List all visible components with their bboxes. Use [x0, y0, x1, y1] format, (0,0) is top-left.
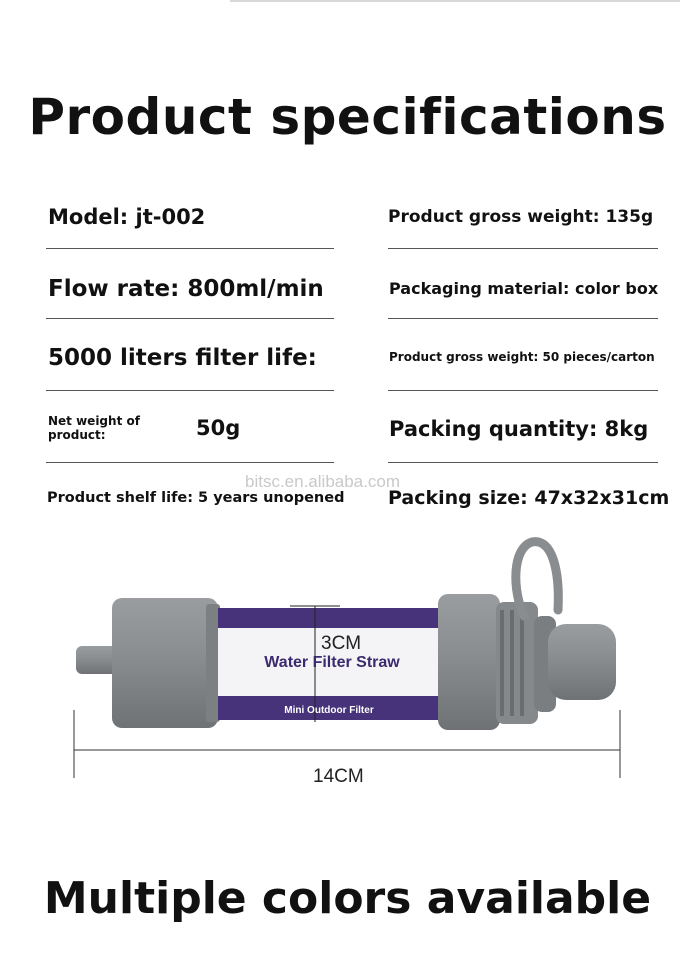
- thread-ring: [510, 610, 514, 716]
- spec-packing-size: Packing size: 47x32x31cm: [388, 487, 670, 509]
- spec-packaging-material: Packaging material: color box: [389, 279, 659, 298]
- right-cap: [438, 594, 500, 730]
- left-nozzle: [76, 646, 118, 674]
- spec-gross-weight-carton: Product gross weight: 50 pieces/carton: [389, 350, 655, 364]
- divider: [388, 390, 658, 391]
- divider: [388, 248, 658, 249]
- divider: [46, 318, 334, 319]
- lanyard-loop: [516, 542, 558, 616]
- label-title: Water Filter Straw: [264, 654, 400, 671]
- thread-ring: [500, 610, 504, 716]
- net-weight-label-line1: Net weight of: [48, 414, 140, 428]
- spec-gross-weight: Product gross weight: 135g: [388, 207, 654, 227]
- divider: [388, 318, 658, 319]
- spec-model: Model: jt-002: [48, 205, 206, 229]
- mouthpiece: [548, 624, 616, 700]
- spec-net-weight-label: [48, 414, 140, 442]
- divider: [46, 390, 334, 391]
- label-band-top: [218, 608, 440, 628]
- spec-packing-quantity: Packing quantity: 8kg: [389, 417, 649, 441]
- left-cap-rim: [206, 604, 220, 722]
- length-label: 14CM: [313, 766, 364, 787]
- net-weight-label-line2: product:: [48, 428, 106, 442]
- spec-filter-life: 5000 liters filter life:: [48, 345, 317, 371]
- left-cap: [112, 598, 218, 728]
- diameter-label: 3CM: [321, 633, 362, 654]
- watermark: bitsc.en.alibaba.com: [245, 472, 400, 491]
- divider: [388, 462, 658, 463]
- water-filter-straw-illustration: [0, 530, 695, 790]
- spec-net-weight-value: 50g: [196, 416, 241, 440]
- top-divider: [230, 0, 680, 2]
- spec-flow-rate: Flow rate: 800ml/min: [48, 276, 324, 302]
- divider: [46, 462, 334, 463]
- thread-ring: [520, 610, 524, 716]
- footer-headline: Multiple colors available: [43, 873, 652, 924]
- divider: [46, 248, 334, 249]
- page-title: Product specifications: [28, 88, 667, 146]
- spec-shelf-life: Product shelf life: 5 years unopened: [47, 490, 345, 506]
- label-subtitle: Mini Outdoor Filter: [284, 705, 374, 716]
